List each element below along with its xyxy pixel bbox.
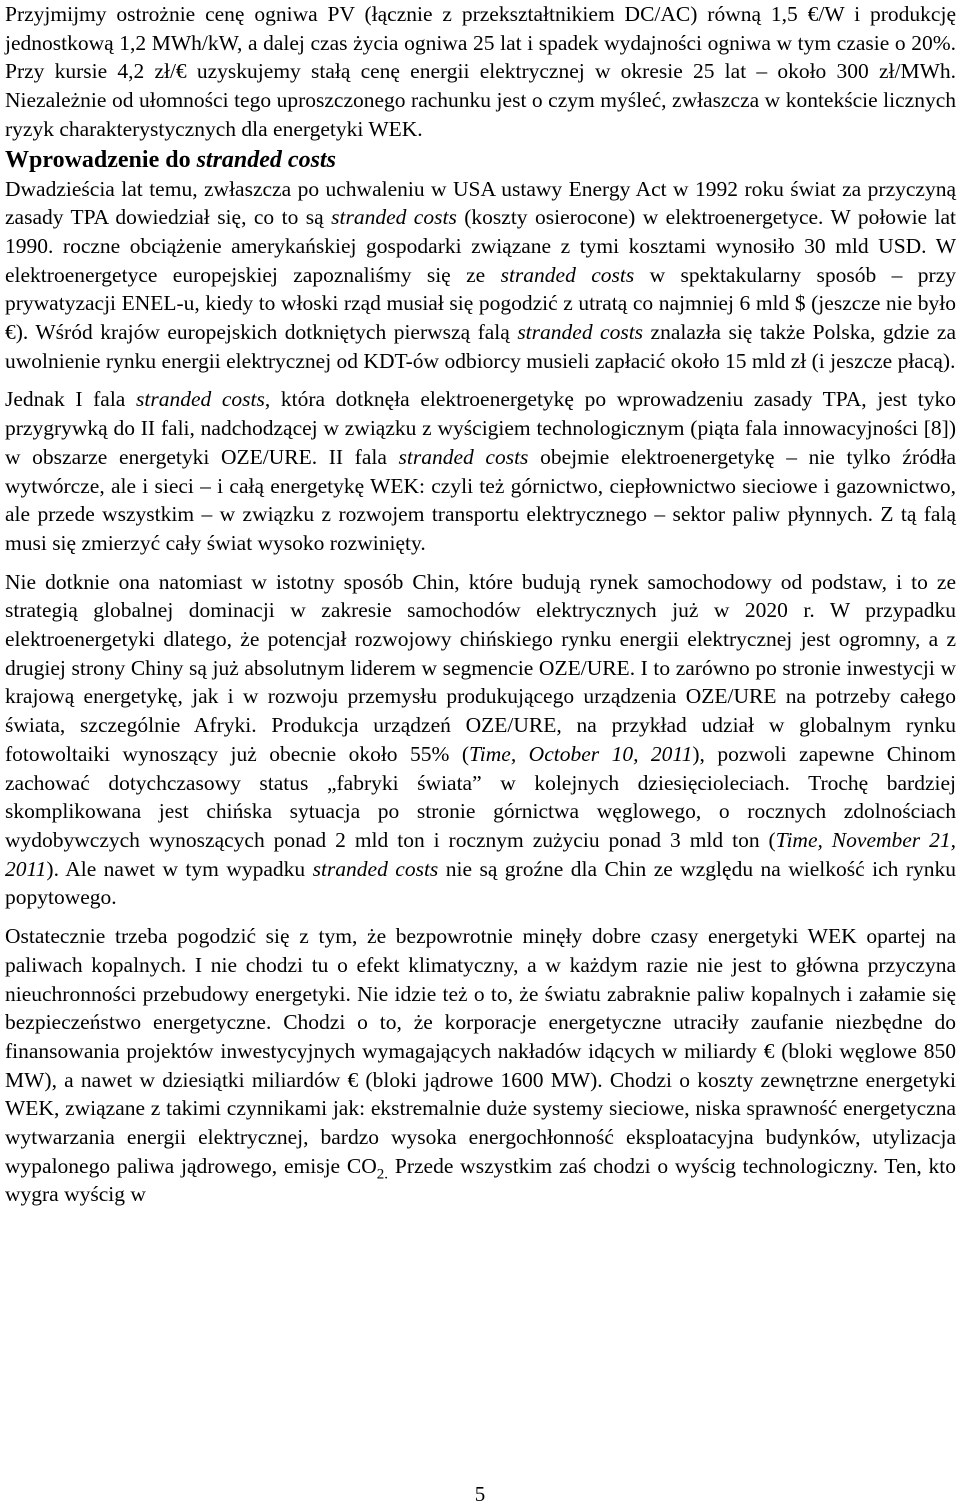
- text-run: Nie dotknie ona natomiast w istotny sposób Chin, które budują rynek samochodowy od podstaw, i to ze strategią globalnej dominacji w zakresie samochodów elektrycznych już w 2020 r. W przypadku elektroenergetyki dlatego, że potencjał rozwojowy chińskiego rynku energii elektrycznej jest ogromny, a z drugiej strony Chiny są już absolutnym liderem w segmencie OZE/URE. I to zarówno po stronie inwestycji w krajową energetykę, jak i w rozwoju przemysłu produkującego urządzenia OZE/URE na potrzeby całego świata, szczególnie Afryki. Produkcja urządzeń OZE/URE, na przykład udział w globalnym rynku fotowoltaiki wynoszący już obecnie około 55% (: [5, 569, 956, 766]
- heading-italic: stranded costs: [196, 146, 336, 173]
- text-run: znalazła się także Polska, gdzie za uwolnienie rynku energii elektrycznej od KDT-ów odbiorcy musieli zapłacić około 15 mld zł (i jeszcze płacą).: [5, 320, 956, 373]
- subscript: 2.: [376, 1166, 389, 1183]
- text-run: Przede wszystkim zaś chodzi o wyścig technologiczny. Ten, kto wygra wyścig w: [5, 1153, 956, 1207]
- italic-term: stranded costs: [135, 387, 265, 412]
- paragraph-stranded-costs-intro: [5, 175, 956, 376]
- document-page: [5, 0, 956, 1209]
- italic-term: Time, October 10, 2011: [469, 741, 693, 766]
- text-run: (koszty osierocone) w elektroenergetyce. W połowie lat 1990. roczne obciążenie amerykańskiej gospodarki związane z tymi kosztami wynosiło 30 mld USD. W elektroenergetyce europejskiej zapoznaliśmy się ze: [5, 205, 957, 287]
- text-run: Jednak I fala: [5, 387, 136, 412]
- text-run: obejmie elektroenergetykę – nie tylko źródła wytwórcze, ale i sieci – i całą energetykę WEK: czyli też górnictwo, ciepłownictwo sieciowe i gazownictwo, ale przede wszystkim – w związku z rozwojem transportu elektrycznego – sektor paliw płynnych. Z tą falą musi się zmierzyć cały świat wysoko rozwinięty.: [5, 444, 957, 555]
- paragraph-second-wave: [5, 385, 956, 557]
- italic-term: stranded costs: [517, 320, 644, 345]
- italic-term: Time, November 21, 2011: [5, 827, 956, 881]
- text-run: ). Ale nawet w tym wypadku: [46, 856, 313, 881]
- paragraph-china: [5, 568, 956, 912]
- text-run: w spektakularny sposób – przy prywatyzacji ENEL-u, kiedy to włoski rząd musiał się pogodzić z utratą co najmniej 6 mld $ (jeszcze nie było €). Wśród krajów europejskich dotkniętych pierwszą falą: [5, 262, 956, 345]
- section-heading: [5, 145, 956, 175]
- paragraph-conclusion: [5, 922, 956, 1209]
- heading-prefix: Wprowadzenie do: [5, 146, 197, 173]
- page-number: 5: [474, 1482, 486, 1506]
- italic-term: stranded costs: [398, 444, 529, 469]
- text-run: Dwadzieścia lat temu, zwłaszcza po uchwaleniu w USA ustawy Energy Act w 1992 roku świat za przyczyną zasady TPA dowiedział się, co to są: [5, 176, 956, 230]
- text-run: Przyjmijmy ostrożnie cenę ogniwa PV (łącznie z przekształtnikiem DC/AC) równą 1,5 €/W i produkcję jednostkową 1,2 MWh/kW, a dalej czas życia ogniwa 25 lat i spadek wydajności ogniwa w tym czasie o 20%. Przy kursie 4,2 zł/€ uzyskujemy stałą cenę energii elektrycznej w okresie 25 lat – około 300 zł/MWh. Niezależnie od ułomności tego uproszczonego rachunku jest o czym myśleć, zwłaszcza w kontekście licznych ryzyk charakterystycznych dla energetyki WEK.: [5, 2, 956, 141]
- text-run: , która dotknęła elektroenergetykę po wprowadzeniu zasady TPA, jest tyko przygrywką do II fali, nadchodzącej w związku z wyścigiem technologicznym (piąta fala innowacyjności [8]) w obszarze energetyki OZE/URE. II fala: [5, 387, 957, 469]
- paragraph-pv-cost: [5, 0, 956, 144]
- italic-term: stranded costs: [331, 205, 457, 230]
- italic-term: stranded costs: [500, 262, 635, 287]
- italic-term: stranded costs: [312, 856, 439, 881]
- text-run: nie są groźne dla Chin ze względu na wielkość ich rynku popytowego.: [5, 856, 956, 910]
- text-run: Ostatecznie trzeba pogodzić się z tym, że bezpowrotnie minęły dobre czasy energetyki WEK opartej na paliwach kopalnych. I nie chodzi tu o efekt klimatyczny, a w każdym razie nie jest to główna przyczyna nieuchronności przebudowy energetyki. Nie idzie też o to, że światu zabraknie paliw kopalnych i załamie się bezpieczeństwo energetyczne. Chodzi o to, że korporacje energetyczne utraciły zaufanie niezbędne do finansowania projektów inwestycyjnych wymagających nakładów idących w miliardy € (bloki węglowe 850 MW), a nawet w dziesiątki miliardów € (bloki jądrowe 1600 MW). Chodzi o koszty zewnętrzne energetyki WEK, związane z takimi czynnikami jak: ekstremalnie duże systemy sieciowe, niska sprawność energetyczna wytwarzania energii elektrycznej, bardzo wysoka energochłonność eksploatacyjna budynków, utylizacja wypalonego paliwa jądrowego, emisje CO: [5, 924, 956, 1178]
- text-run: ), pozwoli zapewne Chinom zachować dotychczasowy status „fabryki świata” w kolejnych dziesięcioleciach. Trochę bardziej skomplikowana jest chińska sytuacja po stronie górnictwa węglowego, o rocznych zdolnościach wydobywczych wynoszących ponad 2 mld ton i rocznym zużyciu ponad 3 mld ton (: [5, 741, 956, 852]
